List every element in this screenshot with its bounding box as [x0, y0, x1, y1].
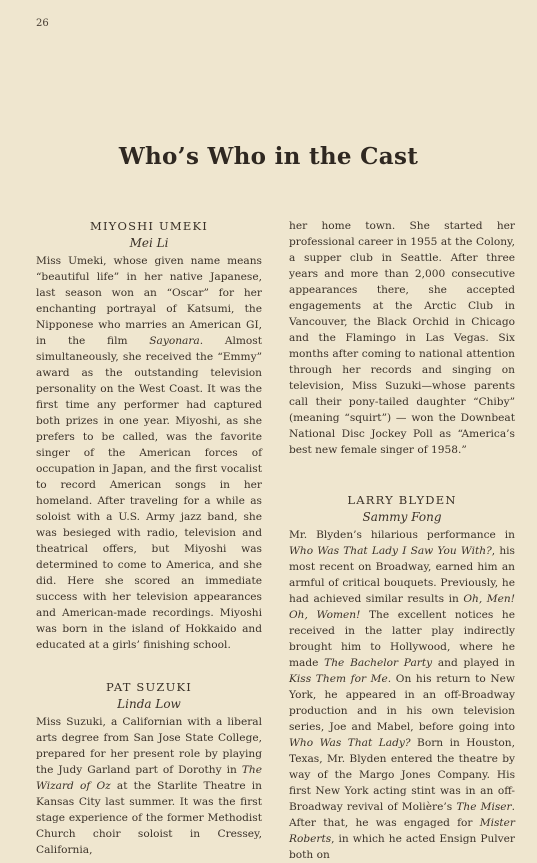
cast-name: MIYOSHI UMEKI: [89, 219, 209, 233]
cast-role: Mei Li: [129, 236, 169, 250]
cast-entry-umeki: [36, 218, 262, 653]
cast-bio: Mr. Blyden’s hilarious performance in Who Was That Lady I Saw You With?, his most recent on Broadway, earned him an armful of critical bouquets. Previously, he had achieved similar results in Oh, Men! Oh, Women! The excellent notices he received in the latter play indirectly brought him to Hollywood, where he made The Bachelor Party and played in Kiss Them for Me. On his return to New York, he appeared in an off-Broadway production and in his own television series, Joe and Mabel, before going into Who Was That Lady? Born in Houston, Texas, Mr. Blyden entered the theatre by way of the Margo Jones Company. His first New York acting stint was in an off-Broadway revival of Molière’s The Miser. After that, he was engaged for Mister Roberts, in which he acted Ensign Pulver both on: [289, 529, 516, 861]
cast-role: Linda Low: [117, 697, 181, 711]
left-column: [36, 218, 262, 858]
cast-name: PAT SUZUKI: [105, 680, 193, 694]
cast-bio: Miss Umeki, whose given name means “beautiful life” in her native Japanese, last season won an “Oscar” for her enchanting portrayal of Katsumi, the Nipponese who marries an American GI, in the film Sayonara. Almost simultaneously, she received the “Emmy” award as the outstanding television personality on the West Coast. It was the first time any performer had captured both prizes in one year. Miyoshi, as she prefers to be called, was the favorite singer of the American forces of occupation in Japan, and the first vocalist to record American songs in her homeland. After traveling for a while as soloist with a U.S. Army jazz band, she was besieged with radio, television and theatrical offers, but Miyoshi was determined to come to America, and she did. Here she scored an immediate success with her television appearances and American-made recordings. Miyoshi was born in the island of Hokkaido and educated at a girls’ finishing school.: [36, 255, 262, 651]
page-title: Who’s Who in the Cast: [118, 143, 419, 171]
cast-name: LARRY BLYDEN: [347, 493, 457, 507]
cast-entry-suzuki: [36, 679, 262, 858]
cast-entry-blyden: [289, 492, 515, 863]
cast-bio-continued: her home town. She started her professional career in 1955 at the Colony, a supper club in Seattle. After three years and more than 2,000 consecutive appearances there, she accepted engagements at the Arctic Club in Vancouver, the Black Orchid in Chicago and the Flamingo in Las Vegas. Six months after coming to national attention through her records and singing on television, Miss Suzuki—whose parents call their pony-tailed daughter “Chiby” (meaning “squirt”) — won the Downbeat National Disc Jockey Poll as “America’s best new female singer of 1958.”: [289, 220, 515, 456]
page-number: 26: [36, 18, 49, 29]
cast-bio-part1: Miss Suzuki, a Californian with a liberal arts degree from San Jose State College, prepared for her present role by playing the Judy Garland part of Dorothy in The Wizard of Oz at the Starlite Theatre in Kansas City last summer. It was the first stage experience of the former Methodist Church choir soloist in Cressey, California,: [36, 716, 263, 856]
right-column: [289, 218, 515, 863]
cast-role: Sammy Fong: [362, 510, 442, 524]
